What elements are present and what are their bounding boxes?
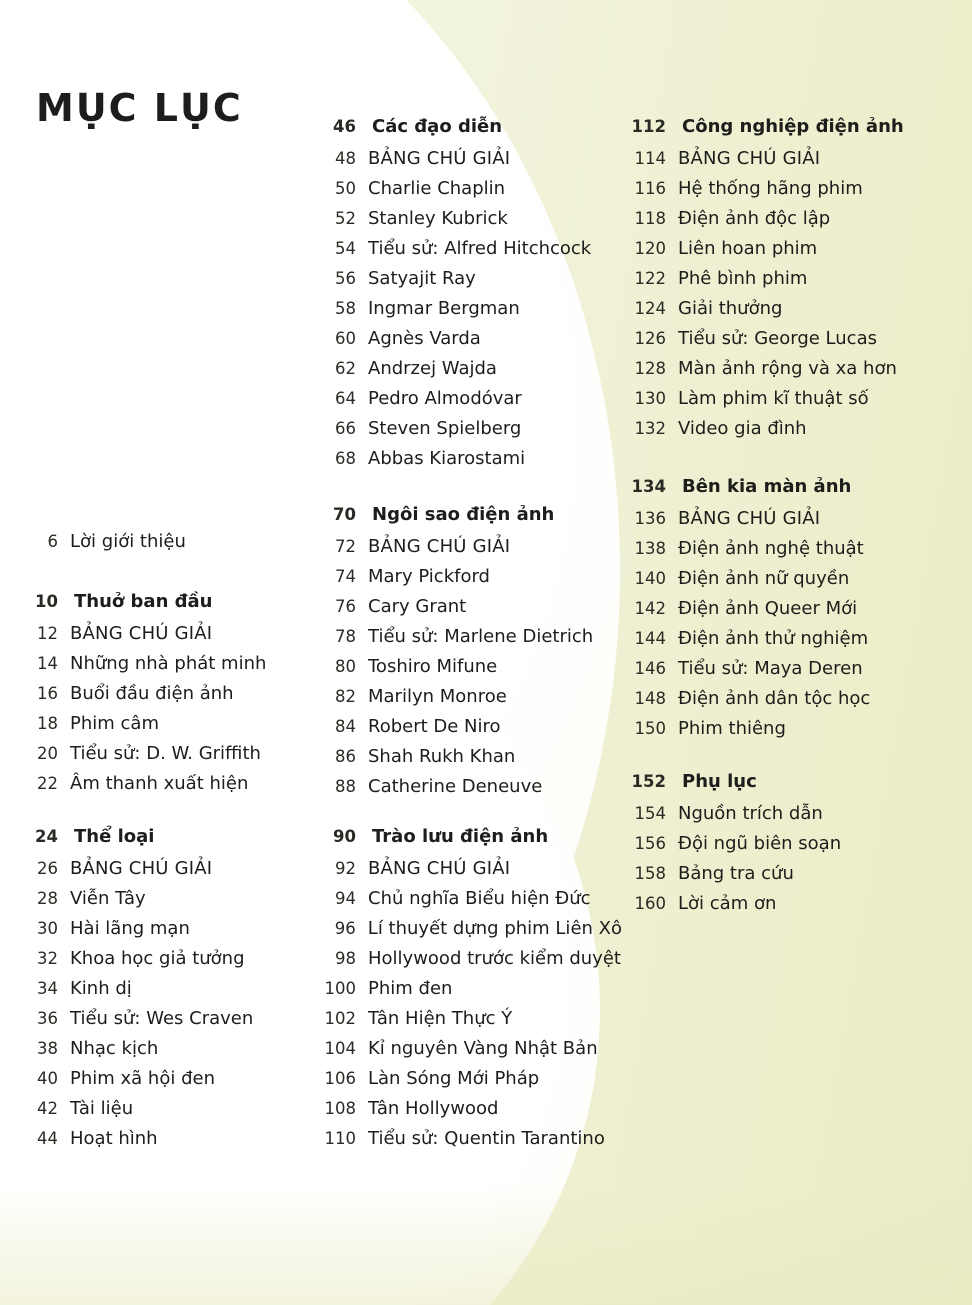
toc-entry-page-number: 130: [634, 389, 666, 408]
toc-entry-label: Màn ảnh rộng và xa hơn: [678, 358, 897, 379]
toc-entry-page-number: 144: [634, 629, 666, 648]
toc-entry[interactable]: [14, 1064, 304, 1094]
toc-entry-page-number: 88: [335, 777, 356, 796]
toc-entry-page-number: 132: [634, 419, 666, 438]
toc-entry-label: BẢNG CHÚ GIẢI: [368, 148, 511, 169]
toc-entry[interactable]: [622, 294, 952, 324]
toc-entry-page-number: 108: [324, 1099, 356, 1118]
toc-entry-page-number: 86: [335, 747, 356, 766]
toc-section: [14, 820, 304, 1154]
toc-entry-page-number: 142: [634, 599, 666, 618]
toc-entry[interactable]: [312, 444, 622, 474]
toc-entry[interactable]: [312, 884, 622, 914]
toc-entry[interactable]: [312, 622, 622, 652]
toc-entry-page-number: 22: [37, 774, 58, 793]
toc-entry-label: Tiểu sử: Maya Deren: [678, 658, 863, 679]
toc-entry[interactable]: [312, 532, 622, 562]
toc-entry-label: Andrzej Wajda: [368, 358, 497, 379]
toc-entry-label: Mary Pickford: [368, 566, 490, 587]
toc-entry-label: Khoa học giả tưởng: [70, 948, 245, 969]
toc-entry-label: Tiểu sử: Alfred Hitchcock: [368, 238, 592, 259]
toc-entry-label: Tiểu sử: D. W. Griffith: [70, 743, 261, 764]
toc-entry-page-number: 50: [335, 179, 356, 198]
toc-entry[interactable]: [312, 652, 622, 682]
toc-entry-label: Điện ảnh Queer Mới: [678, 598, 858, 619]
toc-entry-page-number: 38: [37, 1039, 58, 1058]
toc-entry-label: Tiểu sử: Quentin Tarantino: [368, 1128, 605, 1149]
toc-entry[interactable]: [622, 174, 952, 204]
toc-entry-page-number: 58: [335, 299, 356, 318]
toc-entry-label: Thuở ban đầu: [74, 591, 213, 612]
toc-entry-page-number: 24: [35, 827, 58, 846]
toc-entry[interactable]: [312, 204, 622, 234]
toc-entry-label: Toshiro Mifune: [368, 656, 498, 677]
toc-entry-label: BẢNG CHÚ GIẢI: [678, 508, 821, 529]
toc-section-heading[interactable]: [312, 498, 622, 532]
toc-section-heading[interactable]: [312, 110, 622, 144]
toc-entry-label: Các đạo diễn: [372, 116, 503, 137]
toc-entry[interactable]: [312, 772, 622, 802]
toc-entry[interactable]: [622, 714, 952, 744]
toc-entry[interactable]: [312, 294, 622, 324]
toc-entry[interactable]: [312, 1004, 622, 1034]
toc-entry[interactable]: [312, 854, 622, 884]
toc-entry[interactable]: [622, 414, 952, 444]
toc-entry-page-number: 42: [37, 1099, 58, 1118]
toc-entry-label: Shah Rukh Khan: [368, 746, 516, 767]
toc-entry-page-number: 56: [335, 269, 356, 288]
toc-entry-label: Marilyn Monroe: [368, 686, 507, 707]
toc-entry[interactable]: [622, 859, 952, 889]
toc-entry-label: Video gia đình: [678, 418, 807, 439]
toc-entry-page-number: 152: [631, 772, 666, 791]
toc-entry-label: Kinh dị: [70, 978, 132, 999]
toc-entry[interactable]: [312, 592, 622, 622]
toc-entry[interactable]: [312, 1094, 622, 1124]
toc-entry[interactable]: [14, 739, 304, 769]
toc-entry-page-number: 102: [324, 1009, 356, 1028]
toc-entry[interactable]: [622, 684, 952, 714]
toc-entry[interactable]: [312, 414, 622, 444]
toc-entry-label: Bên kia màn ảnh: [682, 476, 852, 497]
toc-entry-page-number: 154: [634, 804, 666, 823]
toc-entry-page-number: 128: [634, 359, 666, 378]
toc-entry-label: Tân Hollywood: [368, 1098, 499, 1119]
toc-section-heading[interactable]: [622, 470, 952, 504]
toc-entry[interactable]: [312, 742, 622, 772]
toc-entry-label: Điện ảnh nữ quyền: [678, 568, 850, 589]
toc-entry-page-number: 40: [37, 1069, 58, 1088]
toc-entry-label: Pedro Almodóvar: [368, 388, 522, 409]
toc-entry[interactable]: [14, 944, 304, 974]
toc-entry-page-number: 26: [37, 859, 58, 878]
toc-entry-page-number: 96: [334, 919, 356, 938]
toc-entry-page-number: 126: [634, 329, 666, 348]
toc-entry-label: Hoạt hình: [70, 1128, 158, 1149]
toc-entry[interactable]: [622, 264, 952, 294]
toc-entry-page-number: 48: [335, 149, 356, 168]
toc-entry[interactable]: [622, 654, 952, 684]
toc-entry-page-number: 148: [634, 689, 666, 708]
toc-entry[interactable]: [312, 1034, 622, 1064]
toc-entry-label: Kỉ nguyên Vàng Nhật Bản: [368, 1038, 598, 1059]
toc-entry-page-number: 28: [37, 889, 58, 908]
toc-section: [312, 110, 622, 474]
toc-entry-page-number: 94: [335, 889, 356, 908]
toc-entry[interactable]: [14, 914, 304, 944]
toc-section-heading[interactable]: [14, 820, 304, 854]
toc-entry-label: Viễn Tây: [70, 888, 146, 909]
toc-entry-label: Abbas Kiarostami: [368, 448, 526, 469]
toc-entry-label: Âm thanh xuất hiện: [70, 773, 249, 794]
toc-entry[interactable]: [14, 649, 304, 679]
toc-entry[interactable]: [622, 384, 952, 414]
toc-entry-label: Phê bình phim: [678, 268, 808, 289]
toc-entry-label: BẢNG CHÚ GIẢI: [368, 858, 511, 879]
toc-section: [312, 498, 622, 802]
toc-entry-label: Charlie Chaplin: [368, 178, 506, 199]
toc-entry-label: Phim xã hội đen: [70, 1068, 215, 1089]
page-title: MỤC LỤC: [36, 86, 243, 130]
toc-entry-page-number: 140: [634, 569, 666, 588]
toc-entry-page-number: 76: [335, 597, 356, 616]
toc-entry-page-number: 46: [333, 117, 356, 136]
toc-entry-page-number: 80: [335, 657, 356, 676]
toc-entry-page-number: 120: [634, 239, 666, 258]
toc-entry-label: Hollywood trước kiểm duyệt: [368, 948, 621, 969]
toc-entry[interactable]: [14, 1004, 304, 1034]
toc-entry-page-number: 134: [631, 477, 666, 496]
toc-section: [14, 527, 304, 557]
toc-entry[interactable]: [622, 829, 952, 859]
toc-entry-label: Ngôi sao điện ảnh: [372, 504, 555, 525]
toc-entry-page-number: 160: [634, 894, 666, 913]
toc-entry-page-number: 156: [634, 834, 666, 853]
toc-entry[interactable]: [312, 384, 622, 414]
toc-section-heading[interactable]: [14, 585, 304, 619]
toc-entry-page-number: 118: [634, 209, 666, 228]
toc-entry-page-number: 20: [37, 744, 58, 763]
toc-entry-page-number: 12: [37, 624, 58, 643]
toc-entry[interactable]: [312, 324, 622, 354]
toc-entry-label: Catherine Deneuve: [368, 776, 543, 797]
toc-entry-page-number: 84: [335, 717, 356, 736]
toc-entry[interactable]: [14, 974, 304, 1004]
toc-entry[interactable]: [14, 769, 304, 799]
toc-entry-page-number: 78: [335, 627, 356, 646]
toc-entry-page-number: 136: [634, 509, 666, 528]
toc-entry-page-number: 34: [37, 979, 58, 998]
toc-entry[interactable]: [312, 682, 622, 712]
toc-entry[interactable]: [622, 624, 952, 654]
toc-entry-label: Robert De Niro: [368, 716, 501, 737]
toc-entry[interactable]: [14, 527, 304, 557]
toc-entry-page-number: 30: [37, 919, 58, 938]
toc-section: [622, 470, 952, 744]
toc-entry-page-number: 146: [634, 659, 666, 678]
toc-entry[interactable]: [622, 144, 952, 174]
toc-entry-label: Nguồn trích dẫn: [678, 803, 823, 824]
toc-entry[interactable]: [312, 944, 622, 974]
toc-section-heading[interactable]: [622, 110, 952, 144]
toc-entry-label: Những nhà phát minh: [70, 653, 267, 674]
toc-entry-label: Phim đen: [368, 978, 453, 999]
toc-entry-label: BẢNG CHÚ GIẢI: [368, 536, 511, 557]
toc-entry[interactable]: [312, 562, 622, 592]
toc-entry-label: Đội ngũ biên soạn: [678, 833, 842, 854]
toc-entry-label: Công nghiệp điện ảnh: [682, 116, 904, 137]
toc-entry-page-number: 64: [335, 389, 356, 408]
toc-entry-label: Stanley Kubrick: [368, 208, 508, 229]
toc-entry-label: Trào lưu điện ảnh: [372, 826, 549, 847]
toc-entry-label: Chủ nghĩa Biểu hiện Đức: [368, 888, 591, 909]
toc-entry-label: Ingmar Bergman: [368, 298, 520, 319]
toc-entry-label: Làn Sóng Mới Pháp: [368, 1068, 540, 1089]
toc-entry[interactable]: [622, 324, 952, 354]
toc-entry[interactable]: [312, 144, 622, 174]
toc-entry-label: BẢNG CHÚ GIẢI: [70, 858, 213, 879]
toc-entry[interactable]: [14, 884, 304, 914]
toc-entry[interactable]: [14, 679, 304, 709]
toc-entry[interactable]: [14, 854, 304, 884]
toc-entry-page-number: 104: [324, 1039, 356, 1058]
toc-entry[interactable]: [622, 799, 952, 829]
toc-entry-label: Phim thiêng: [678, 718, 786, 739]
toc-entry-label: Điện ảnh độc lập: [678, 208, 831, 229]
toc-entry[interactable]: [312, 712, 622, 742]
toc-entry[interactable]: [622, 534, 952, 564]
toc-entry-page-number: 6: [47, 532, 58, 551]
toc-entry[interactable]: [312, 1124, 622, 1154]
toc-entry[interactable]: [312, 354, 622, 384]
toc-entry-page-number: 68: [335, 449, 356, 468]
toc-entry[interactable]: [622, 564, 952, 594]
toc-entry-page-number: 158: [634, 864, 666, 883]
toc-entry[interactable]: [622, 594, 952, 624]
toc-entry[interactable]: [312, 914, 622, 944]
toc-entry-label: Điện ảnh nghệ thuật: [678, 538, 864, 559]
toc-entry-label: Steven Spielberg: [368, 418, 522, 439]
toc-entry-page-number: 52: [335, 209, 356, 228]
toc-section: [312, 820, 622, 1154]
toc-entry-page-number: 70: [333, 505, 356, 524]
toc-section: [622, 110, 952, 444]
toc-entry[interactable]: [312, 174, 622, 204]
toc-entry-label: Thể loại: [74, 826, 155, 847]
toc-entry-label: Giải thưởng: [678, 298, 783, 319]
toc-entry-label: Phim câm: [70, 713, 159, 734]
toc-entry-label: Phụ lục: [682, 771, 757, 792]
toc-entry-label: Hệ thống hãng phim: [678, 178, 863, 199]
toc-section: [14, 585, 304, 799]
toc-entry-page-number: 138: [634, 539, 666, 558]
toc-entry-page-number: 150: [634, 719, 666, 738]
toc-entry-label: Điện ảnh dân tộc học: [678, 688, 871, 709]
toc-entry[interactable]: [14, 1034, 304, 1064]
toc-entry-page-number: 116: [634, 179, 666, 198]
toc-entry-page-number: 60: [335, 329, 356, 348]
toc-entry-page-number: 124: [634, 299, 666, 318]
toc-entry-label: Làm phim kĩ thuật số: [678, 388, 869, 409]
toc-entry-label: Tiểu sử: George Lucas: [678, 328, 877, 349]
toc-section-heading[interactable]: [622, 765, 952, 799]
toc-entry-page-number: 72: [335, 537, 356, 556]
toc-entry-page-number: 14: [37, 654, 58, 673]
toc-entry-label: Lời giới thiệu: [70, 531, 186, 552]
toc-entry-page-number: 98: [335, 949, 356, 968]
toc-entry-label: Lời cảm ơn: [678, 893, 777, 914]
toc-entry[interactable]: [622, 354, 952, 384]
toc-entry-label: Liên hoan phim: [678, 238, 818, 259]
toc-entry-page-number: 114: [634, 149, 666, 168]
toc-entry[interactable]: [312, 974, 622, 1004]
toc-entry-label: Tài liệu: [70, 1098, 134, 1119]
toc-entry[interactable]: [14, 619, 304, 649]
toc-entry[interactable]: [622, 234, 952, 264]
toc-entry-label: Lí thuyết dựng phim Liên Xô: [367, 918, 622, 939]
toc-entry-label: Điện ảnh thử nghiệm: [678, 628, 869, 649]
toc-entry-page-number: 74: [335, 567, 356, 586]
toc-entry-page-number: 62: [335, 359, 356, 378]
toc-entry-label: Buổi đầu điện ảnh: [70, 683, 234, 704]
toc-section: [622, 765, 952, 919]
toc-entry-page-number: 54: [335, 239, 356, 258]
toc-entry-page-number: 66: [335, 419, 356, 438]
toc-entry-label: Satyajit Ray: [368, 268, 476, 289]
toc-entry-page-number: 82: [335, 687, 356, 706]
toc-entry-label: Tiểu sử: Marlene Dietrich: [368, 626, 594, 647]
toc-entry[interactable]: [622, 204, 952, 234]
toc-entry-page-number: 122: [634, 269, 666, 288]
toc-entry-label: Nhạc kịch: [70, 1038, 159, 1059]
toc-entry-label: Cary Grant: [368, 596, 467, 617]
toc-entry-label: Bảng tra cứu: [678, 863, 794, 884]
toc-entry[interactable]: [14, 1124, 304, 1154]
toc-entry-page-number: 112: [631, 117, 666, 136]
toc-entry-label: BẢNG CHÚ GIẢI: [70, 623, 213, 644]
toc-entry-page-number: 18: [37, 714, 58, 733]
toc-entry-label: Tiểu sử: Wes Craven: [70, 1008, 254, 1029]
toc-entry-page-number: 32: [37, 949, 58, 968]
toc-entry-page-number: 44: [37, 1129, 58, 1148]
toc-entry-label: BẢNG CHÚ GIẢI: [678, 148, 821, 169]
toc-entry-page-number: 100: [324, 979, 356, 998]
toc-entry[interactable]: [312, 234, 622, 264]
toc-entry[interactable]: [622, 889, 952, 919]
toc-entry[interactable]: [14, 1094, 304, 1124]
toc-section-heading[interactable]: [312, 820, 622, 854]
toc-entry[interactable]: [622, 504, 952, 534]
toc-entry-label: Tân Hiện Thực Ý: [368, 1008, 513, 1029]
toc-entry-page-number: 16: [37, 684, 58, 703]
toc-entry-page-number: 10: [35, 592, 58, 611]
toc-entry[interactable]: [312, 264, 622, 294]
toc-entry-label: Agnès Varda: [368, 328, 481, 349]
toc-entry-page-number: 90: [333, 827, 356, 846]
toc-entry[interactable]: [312, 1064, 622, 1094]
toc-entry-page-number: 110: [324, 1129, 356, 1148]
toc-entry-page-number: 36: [37, 1009, 58, 1028]
toc-entry-label: Hài lãng mạn: [70, 918, 190, 939]
toc-entry-page-number: 106: [324, 1069, 356, 1088]
toc-entry-page-number: 92: [335, 859, 356, 878]
toc-entry[interactable]: [14, 709, 304, 739]
